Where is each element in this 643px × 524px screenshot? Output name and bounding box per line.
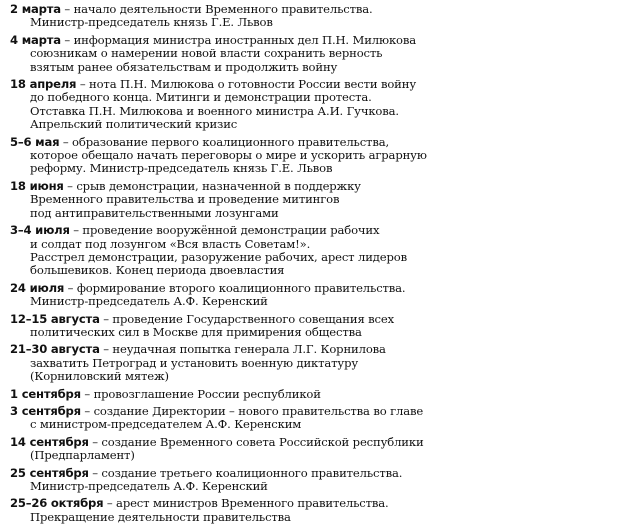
entry-continuation: с министром-председателем А.Ф. Керенским [30,417,302,432]
entry-line [10,224,637,237]
entry-line [10,34,637,47]
entry-date: 24 июля [10,280,65,295]
entry-text: – провозглашение России республикой [80,386,321,401]
entry-date: 1 сентября [10,386,81,401]
entry-line [10,78,637,91]
entry-continuation: и солдат под лозунгом «Вся власть Советам!». [30,236,311,251]
chronology-entry [10,136,637,176]
entry-continuation: реформу. Министр-председатель князь Г.Е. Львов [30,161,333,176]
chronology-entry [10,405,637,432]
entry-date: 14 сентября [10,434,89,449]
chronology-entry [10,343,637,383]
entry-text: – создание Временного совета Российской республики [88,434,424,449]
entry-continuation: Временного правительства и проведение митингов [30,192,340,207]
entry-date: 18 июня [10,178,64,193]
entry-continuation: под антиправительственными лозунгами [30,205,279,220]
entry-date: 5–6 мая [10,134,60,149]
entry-continuation: Расстрел демонстрации, разоружение рабочих, арест лидеров [30,249,407,264]
entry-continuation: Апрельский политический кризис [30,117,238,132]
entry-line [10,313,637,326]
entry-line [10,436,637,449]
entry-text: – формирование второго коалиционного правительства. [64,280,406,295]
entry-continuation: Министр-председатель князь Г.Е. Львов [30,15,273,30]
entry-date: 25–26 октября [10,496,104,511]
entry-continuation: которое обещало начать переговоры о мире и ускорить аграрную [30,148,427,163]
entry-line [10,180,637,193]
entry-text: – информация министра иностранных дел П.Н. Милюкова [60,32,417,47]
entry-date: 18 апреля [10,77,77,92]
entry-line [10,3,637,16]
entry-text: – образование первого коалиционного правительства, [59,134,389,149]
entry-text: – нота П.Н. Милюкова о готовности России вести войну [76,77,416,92]
chronology-entry [10,388,637,401]
entry-continuation: (Предпарламент) [30,448,135,463]
chronology-entry [10,436,637,463]
chronology-entry [10,467,637,494]
chronology-entry [10,3,637,30]
entry-line [10,136,637,149]
entry-line [10,343,637,356]
entry-date: 3 сентября [10,403,81,418]
chronology-entry [10,78,637,132]
entry-continuation: до победного конца. Митинги и демонстрации протеста. [30,90,372,105]
entry-text: – неудачная попытка генерала Л.Г. Корнилова [99,342,386,357]
entry-date: 12–15 августа [10,311,100,326]
chronology-entry [10,180,637,220]
entry-continuation: захватить Петроград и установить военную диктатуру [30,355,359,370]
entry-date: 21–30 августа [10,342,100,357]
entry-text: – создание третьего коалиционного правительства. [88,465,403,480]
chronology-entry [10,34,637,74]
entry-line [10,388,637,401]
entry-continuation: союзникам о намерении новой власти сохранить верность [30,46,383,61]
entry-text: – срыв демонстрации, назначенной в поддержку [63,178,361,193]
entry-continuation: Отставка П.Н. Милюкова и военного министра А.И. Гучкова. [30,103,399,118]
entry-date: 2 марта [10,2,61,16]
entry-text: – арест министров Временного правительства. [103,496,389,511]
entry-line [10,467,637,480]
entry-continuation: большевиков. Конец периода двоевластия [30,263,285,278]
chronology-entry [10,282,637,309]
entry-line [10,405,637,418]
chronology-entry [10,313,637,340]
entry-date: 25 сентября [10,465,89,480]
chronology-entry [10,497,637,524]
entry-text: – проведение вооружённой демонстрации рабочих [69,223,380,238]
entry-continuation: взятым ранее обязательствам и продолжить войну [30,59,338,74]
entry-continuation: Министр-председатель А.Ф. Керенский [30,294,268,309]
entry-text: – проведение Государственного совещания всех [99,311,394,326]
entry-continuation: Прекращение деятельности правительства [30,509,291,524]
entry-continuation: Министр-председатель А.Ф. Керенский [30,479,268,493]
entry-line [10,497,637,510]
entry-text: – начало деятельности Временного правительства. [60,2,373,16]
entry-date: 3–4 июля [10,223,70,238]
entry-date: 4 марта [10,32,61,47]
entry-text: – создание Директории – нового правительства во главе [80,403,424,418]
entry-continuation: политических сил в Москве для примирения общества [30,324,362,339]
entry-line [10,282,637,295]
chronology-entry [10,224,637,278]
entry-continuation: (Корниловский мятеж) [30,369,169,384]
